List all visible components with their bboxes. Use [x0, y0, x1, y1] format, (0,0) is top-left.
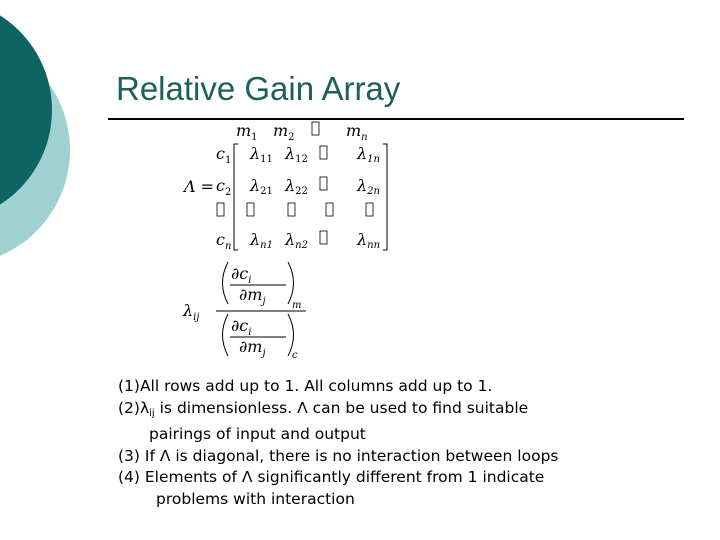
- property-line: (1)All rows add up to 1. All columns add up to 1.: [118, 377, 493, 395]
- missing-glyph-box: [366, 203, 373, 216]
- missing-glyph-box: [217, 203, 224, 216]
- matrix-right-bracket: [383, 144, 387, 250]
- denominator-left-paren: [223, 314, 229, 356]
- matrix-cell: λ1n: [357, 144, 380, 165]
- matrix-cell: λnn: [357, 230, 381, 251]
- missing-glyph-box: [312, 122, 319, 135]
- formula-lhs: $\lambda_{ij}$: [183, 301, 200, 323]
- col-header: $m_1$: [236, 121, 258, 143]
- denominator-outer-sub: c: [292, 350, 298, 361]
- missing-glyph-box: [320, 146, 327, 159]
- rga-element-formula: [182, 262, 306, 361]
- numerator-right-paren: [288, 262, 294, 304]
- col-header: $m_n$: [346, 121, 368, 143]
- row-label: $c_1$: [216, 144, 232, 166]
- missing-glyph-box: [326, 203, 333, 216]
- matrix-cell: λn2: [285, 230, 308, 251]
- numerator-outer-sub: m: [292, 300, 302, 311]
- matrix-column-headers: [236, 121, 368, 143]
- property-line: (4) Elements of Λ significantly different from 1 indicate: [118, 468, 545, 486]
- missing-glyph-box: [247, 203, 254, 216]
- rga-properties-list: [118, 376, 559, 510]
- denominator-bottom: $\partial m_j$: [239, 337, 266, 359]
- lambda-equals: Λ =: [184, 177, 215, 196]
- numerator-bottom: $\partial m_j$: [239, 285, 266, 307]
- matrix-left-bracket: [234, 144, 238, 250]
- matrix-cell: λ11: [250, 144, 273, 165]
- property-line: pairings of input and output: [149, 425, 366, 443]
- matrix-cell: λ2n: [357, 176, 380, 197]
- matrix-cell: λ21: [250, 176, 273, 197]
- numerator-top: $\partial c_i$: [231, 264, 252, 286]
- denominator-top: $\partial c_i$: [231, 316, 252, 338]
- property-line: problems with interaction: [156, 489, 355, 508]
- property-line: (3) If Λ is diagonal, there is no interaction between loops: [118, 446, 559, 465]
- numerator-left-paren: [223, 262, 229, 304]
- page-title: Relative Gain Array: [116, 70, 401, 107]
- missing-glyph-box: [320, 231, 327, 244]
- row-label: $c_n$: [216, 230, 232, 252]
- matrix-cell: λ22: [285, 176, 308, 197]
- row-label: $c_2$: [216, 176, 232, 198]
- matrix-cell: λn1: [250, 230, 273, 251]
- matrix-row-labels: [216, 144, 231, 252]
- matrix-cell: λ12: [285, 144, 308, 165]
- missing-glyph-box: [320, 177, 327, 190]
- property-line: $(2)\lambda_{ij}$ is dimensionless. Λ can be used to find suitable: [118, 398, 529, 419]
- col-header: $m_2$: [273, 121, 295, 143]
- matrix-cells: [247, 144, 380, 251]
- missing-glyph-box: [288, 203, 295, 216]
